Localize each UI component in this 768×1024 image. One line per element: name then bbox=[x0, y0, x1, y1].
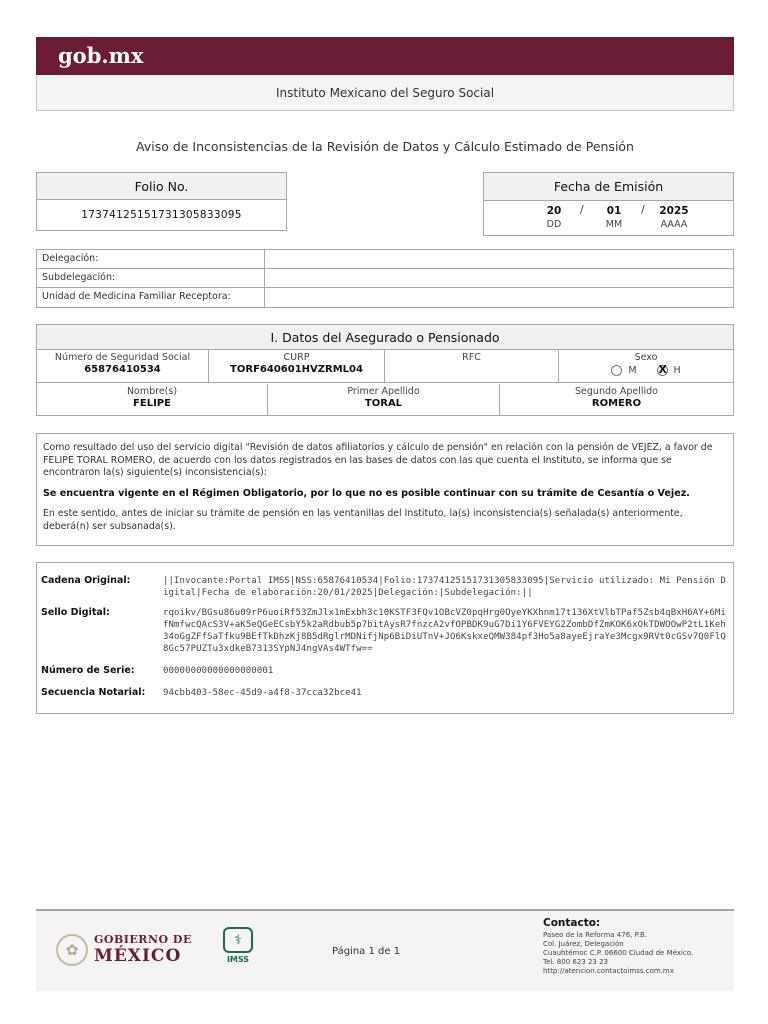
contact-info bbox=[543, 917, 693, 976]
sexo-m-label: M bbox=[628, 365, 637, 376]
sello-digital-row bbox=[41, 607, 729, 655]
fecha-separator: / bbox=[580, 203, 584, 216]
primer-apellido-cell bbox=[268, 384, 500, 416]
cadena-original-value: ||Invocante:Portal IMSS|NSS:65876410534|Folio:17374125151731305833095|Servicio utilizado: Mi Pensión Digital|Fecha de elaboración:20/01/2025|Delegación:|Subdelegación:|| bbox=[163, 576, 726, 598]
gobierno-line: GOBIERNO DE bbox=[94, 933, 192, 946]
delegacion-row bbox=[37, 250, 733, 269]
numero-serie-label: Número de Serie: bbox=[41, 665, 135, 676]
inconsistencias-message bbox=[36, 433, 734, 546]
fecha-month bbox=[589, 201, 639, 230]
document-title: Aviso de Inconsistencias de la Revisión de Datos y Cálculo Estimado de Pensión bbox=[136, 139, 634, 154]
sexo-label: Sexo bbox=[634, 352, 658, 363]
secuencia-notarial-value: 94cbb403-58ec-45d9-a4f8-37cca32bce41 bbox=[163, 688, 362, 698]
delegacion-label: Delegación: bbox=[37, 250, 265, 268]
umf-row bbox=[37, 288, 733, 307]
asegurado-section bbox=[36, 324, 734, 416]
fecha-month-value: 01 bbox=[606, 205, 622, 217]
contact-url[interactable]: http://atencion.contactoimss.com.mx bbox=[543, 967, 674, 975]
curp-value: TORF640601HVZRML04 bbox=[230, 364, 363, 375]
imss-text: IMSS bbox=[226, 955, 250, 964]
contact-line: Tel. 800 623 23 23 bbox=[543, 958, 608, 966]
fecha-year bbox=[649, 201, 699, 230]
nss-label: Número de Seguridad Social bbox=[54, 352, 191, 363]
rfc-cell bbox=[385, 350, 559, 382]
curp-cell bbox=[209, 350, 385, 382]
asegurado-row-names bbox=[37, 384, 733, 416]
gob-mx-logo[interactable]: gob.mx bbox=[58, 43, 144, 68]
fecha-day-label: DD bbox=[546, 219, 562, 230]
imss-logo bbox=[222, 927, 254, 964]
segundo-apellido-value: ROMERO bbox=[591, 398, 642, 409]
sexo-h-label: H bbox=[673, 365, 681, 376]
umf-label: Unidad de Medicina Familiar Receptora: bbox=[37, 288, 265, 307]
firma-digital-box bbox=[36, 562, 734, 714]
folio-value: 17374125151731305833095 bbox=[81, 209, 242, 221]
delegacion-table bbox=[36, 249, 734, 308]
fecha-year-value: 2025 bbox=[659, 205, 689, 217]
cadena-original-row bbox=[41, 575, 729, 599]
fecha-separator: / bbox=[641, 203, 645, 216]
contact-line: Paseo de la Reforma 476, P.B. bbox=[543, 931, 647, 939]
gob-header-bar bbox=[36, 37, 734, 75]
sexo-m-radio[interactable] bbox=[611, 365, 622, 376]
nombre-cell bbox=[37, 384, 268, 416]
rfc-label: RFC bbox=[462, 352, 481, 363]
escudo-icon: ✿ bbox=[56, 934, 88, 966]
secuencia-notarial-label: Secuencia Notarial: bbox=[41, 687, 146, 698]
primer-apellido-label: Primer Apellido bbox=[347, 386, 420, 397]
subdelegacion-row bbox=[37, 269, 733, 288]
subdelegacion-label: Subdelegación: bbox=[37, 269, 265, 287]
institute-name: Instituto Mexicano del Seguro Social bbox=[36, 75, 734, 111]
primer-apellido-value: TORAL bbox=[364, 398, 403, 409]
nss-cell bbox=[37, 350, 209, 382]
sello-digital-value: rqoikv/BGsu86u09rP6uoiRf53ZmJlx1mExbh3c10KSTF3FQv1OBcVZ0pqHrg0OyeYKXhnm17t136XtVlbTPaf5Zsb4qBxH6AY+6MifNmfwcQAcS3V+aK5eQGeECsbY5k2aRdbub5p7bitAysR7fnzcA2vfOPBDK9uG7Di1Y6FVEYG2ZombDfZmKOK6xOkTDWOOwP2tL1Keh34oGgZFfSaTfku9BEfTkDhzKj8B5dRglrMDNifjNp6BiDiUTnV+JO6KskxeQMW384pf3Ho5a8ayeEjraYe3Mcgx9RVt0cGSv7Q0FlQ8Gc57PUZTu3xdkeB7313SYpNJ4ngVAs4WTfw== bbox=[163, 608, 726, 654]
asegurado-row-ids bbox=[37, 350, 733, 383]
page-footer bbox=[36, 909, 734, 991]
sexo-h-radio[interactable] bbox=[657, 365, 668, 376]
gobierno-mexico-logo bbox=[56, 933, 192, 966]
page-number: Página 1 de 1 bbox=[332, 946, 401, 957]
sexo-cell bbox=[559, 350, 733, 382]
message-instructions: En este sentido, antes de iniciar su trámite de pensión en las ventanillas del Instituto, la(s) inconsistencia(s) señalada(s) anteriormente, deberá(n) ser subsanada(s). bbox=[43, 508, 683, 532]
message-inconsistency: Se encuentra vigente en el Régimen Obligatorio, por lo que no es posible continuar con su trámite de Cesantía o Vejez. bbox=[43, 487, 690, 499]
segundo-apellido-label: Segundo Apellido bbox=[575, 386, 658, 397]
gobierno-mexico-text bbox=[94, 933, 192, 966]
contact-line: Cuauhtémoc C.P. 06600 Ciudad de México. bbox=[543, 949, 694, 957]
sexo-options bbox=[559, 365, 733, 376]
segundo-apellido-cell bbox=[500, 384, 733, 416]
imss-emblem-icon: ⚕ bbox=[223, 927, 253, 953]
asegurado-title: I. Datos del Asegurado o Pensionado bbox=[37, 325, 733, 350]
fecha-day bbox=[529, 201, 579, 230]
numero-serie-value: 00000000000000000001 bbox=[163, 666, 274, 676]
folio-box bbox=[36, 172, 287, 231]
contact-title: Contacto: bbox=[543, 917, 601, 929]
nombre-value: FELIPE bbox=[133, 398, 171, 409]
secuencia-notarial-row bbox=[41, 687, 729, 699]
mexico-line: MÉXICO bbox=[94, 946, 182, 966]
cadena-original-label: Cadena Original: bbox=[41, 575, 131, 586]
folio-label: Folio No. bbox=[37, 173, 286, 200]
contact-line: Col. Juárez, Delegación bbox=[543, 940, 624, 948]
fecha-emision-box bbox=[483, 172, 734, 236]
fecha-day-value: 20 bbox=[546, 205, 562, 217]
numero-serie-row bbox=[41, 665, 729, 677]
nombre-label: Nombre(s) bbox=[126, 386, 178, 397]
curp-label: CURP bbox=[283, 352, 310, 363]
nss-value: 65876410534 bbox=[84, 364, 161, 375]
fecha-month-label: MM bbox=[605, 219, 623, 230]
fecha-label: Fecha de Emisión bbox=[484, 173, 733, 201]
message-intro: Como resultado del uso del servicio digital "Revisión de datos afiliatorios y cálculo de pensión" en relación con la pensión de VEJEZ, a favor de FELIPE TORAL ROMERO, de acuerdo con los datos registrados en las bases de datos con las que cuenta el Instituto, se informa que se encontraron la(s) siguiente(s) inconsistencia(s): bbox=[43, 442, 713, 478]
fecha-year-label: AAAA bbox=[660, 219, 688, 230]
sello-digital-label: Sello Digital: bbox=[41, 607, 110, 618]
